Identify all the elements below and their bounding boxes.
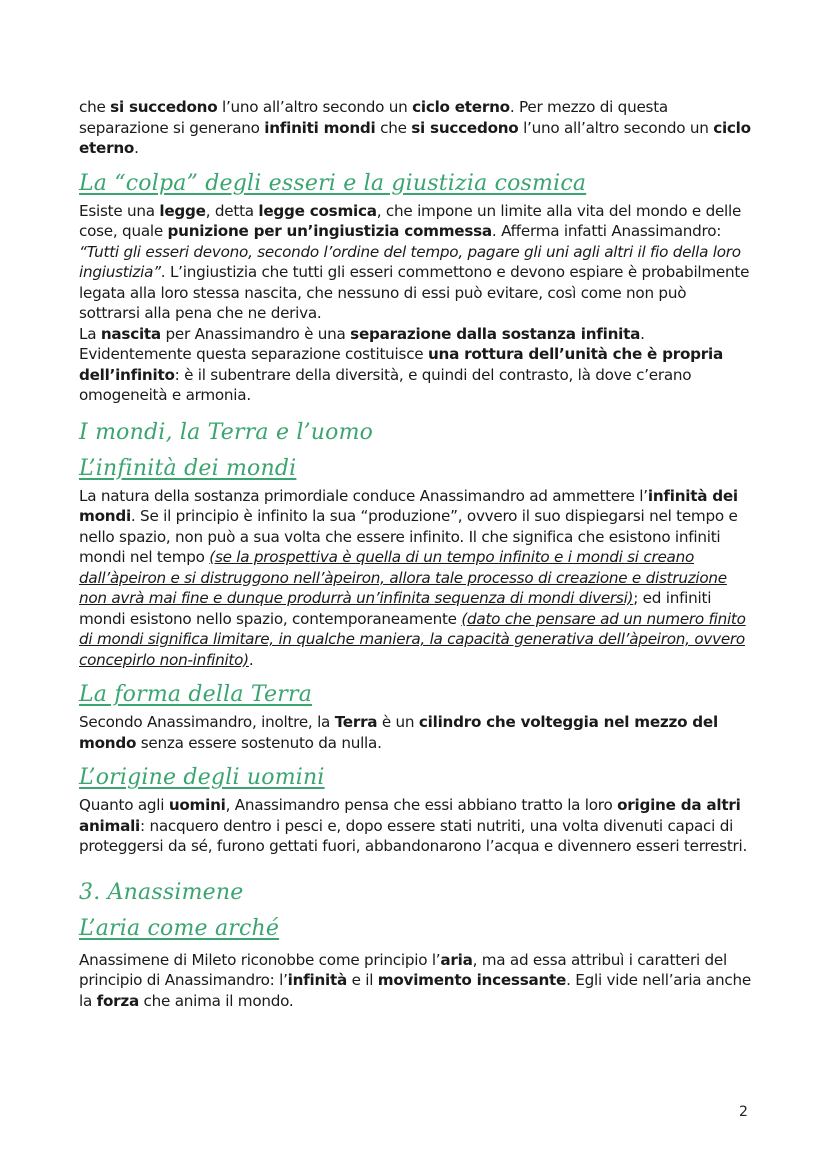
heading-infinita: L’infinità dei mondi [79, 455, 297, 481]
page-number: 2 [739, 1104, 748, 1120]
forma-paragraph: Secondo Anassimandro, inoltre, la Terra è un cilindro che volteggia nel mezzo del mondo senza essere sostenuto da nulla. [79, 713, 718, 752]
intro-paragraph: che si succedono l’uno all’altro secondo un ciclo eterno. Per mezzo di questa separazione si generano infiniti mondi che si succedono l’uno all’altro secondo un ciclo eterno. [79, 98, 751, 157]
aria-paragraph: Anassimene di Mileto riconobbe come principio l’aria, ma ad essa attribuì i caratteri del principio di Anassimandro: l’infinità e il movimento incessante. Egli vide nell’aria anche la forza che anima il mondo. [79, 950, 751, 1010]
colpa-paragraph: Esiste una legge, detta legge cosmica, che impone un limite alla vita del mondo e delle cose, quale punizione per un’ingiustizia commessa. Afferma infatti Anassimandro: “Tutti gli esseri devono, secondo l’ordine del tempo, pagare gli uni agli altri il fio della loro ingiustizia”. L’ingiustizia che tutti gli esseri commettono e devono espiare è probabilmente legata alla loro stessa nascita, che nessuno di essi può evitare, così come non può sottrarsi alla pena che ne deriva. [79, 201, 750, 322]
origine-paragraph: Quanto agli uomini, Anassimandro pensa che essi abbiano tratto la loro origine da altri animali: nacquero dentro i pesci e, dopo essere stati nutriti, una volta divenuti capaci di proteggersi da sé, furono gettati fuori, abbandonarono l’acqua e divennero esseri terrestri. [79, 796, 748, 855]
nascita-paragraph: La nascita per Anassimandro è una separazione dalla sostanza infinita. Evidentemente questa separazione costituisce una rottura dell’unità che è propria dell’infinito: è il subentrare della diversità, e quindi del contrasto, là dove c’erano omogeneità e armonia. [79, 324, 723, 404]
heading-mondi: I mondi, la Terra e l’uomo [79, 419, 374, 445]
page-content [79, 97, 751, 1011]
infinita-paragraph: La natura della sostanza primordiale conduce Anassimandro ad ammettere l’infinità dei mondi. Se il principio è infinito la sua “produzione”, ovvero il suo dispiegarsi nel tempo e nello spazio, non può a sua volta che essere infinito. Il che significa che esistono infiniti mondi nel tempo (se la prospettiva è quella di un tempo infinito e i mondi si creano dall’àpeiron e si distruggono nell’àpeiron, allora tale processo di creazione e distruzione non avrà mai fine e dunque produrrà un’infinita sequenza di mondi diversi); ed infiniti mondi esistono nello spazio, contemporaneamente (dato che pensare ad un numero finito di mondi significa limitare, in qualche maniera, la capacità generativa dell’àpeiron, ovvero concepirlo non-infinito). [79, 486, 746, 669]
heading-aria: L’aria come arché [79, 915, 280, 941]
heading-colpa: La “colpa” degli esseri e la giustizia cosmica [79, 170, 587, 196]
heading-origine: L’origine degli uomini [79, 765, 325, 790]
heading-anassimene: 3. Anassimene [79, 879, 244, 905]
heading-forma: La forma della Terra [79, 682, 313, 707]
